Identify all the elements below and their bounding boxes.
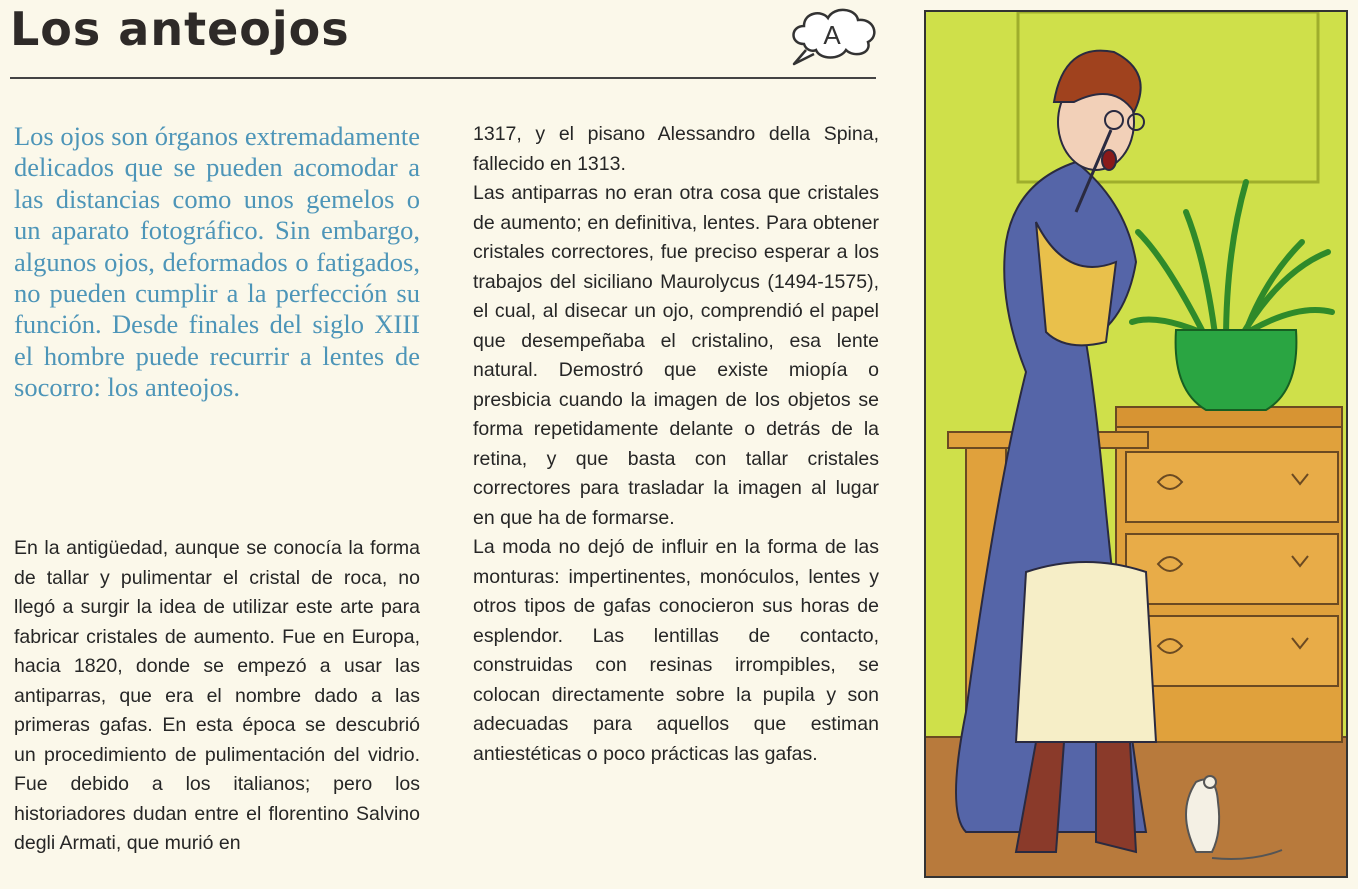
page-title: Los anteojos bbox=[10, 2, 350, 56]
body-paragraph: En la antigüedad, aunque se conocía la forma de tallar y pulimentar el cristal de roca, no llegó a surgir la idea de utilizar este arte para fabricar cristales de aumento. Fue en Europa, hacia 1820, donde se empezó a usar las antiparras, que era el nombre dado a las primeras gafas. En esta época se descubrió un procedimiento de pulimentación del vidrio. Fue debido a los italianos; pero los historiadores dudan entre el florentino Salvino degli Armati, que murió en bbox=[14, 537, 420, 854]
body-column-right bbox=[473, 120, 879, 769]
intro-paragraph bbox=[14, 121, 420, 404]
intro-text-start: Los ojos son órganos extremadamente delicados que se pueden acomodar a las distancias como unos gemelos o un aparato fotográfico. Sin embargo, algunos ojos, deformados o fatigados, no pueden cumplir a la perfección su función. Desde finales del siglo bbox=[14, 121, 420, 340]
badge-letter: A bbox=[823, 20, 841, 50]
title-rule bbox=[10, 77, 876, 79]
century-numeral: XIII bbox=[374, 309, 420, 340]
body-column-left bbox=[14, 534, 420, 859]
body-paragraph: La moda no dejó de influir en la forma de las monturas: impertinentes, monóculos, lentes y otros tipos de gafas conocieron sus horas de esplendor. Las lentillas de contacto, construidas con resinas irrompibles, se colocan directamente sobre la pupila y son adecuadas para aquellos que estiman antiestéticas o poco prácticas las gafas. bbox=[473, 536, 879, 765]
body-paragraph: 1317, y el pisano Alessandro della Spina, fallecido en 1313. bbox=[473, 123, 879, 175]
illustration-woman-with-lorgnette bbox=[924, 10, 1348, 878]
illustration-drawing bbox=[926, 12, 1346, 876]
section-letter-badge bbox=[786, 4, 884, 68]
intro-text-end: el hombre puede recurrir a lentes de socorro: los anteojos. bbox=[14, 340, 420, 403]
body-paragraph: Las antiparras no eran otra cosa que cristales de aumento; en definitiva, lentes. Para obtener cristales correctores, fue preciso esperar a los trabajos del siciliano Maurolycus (1494-1575), el cual, al disecar un ojo, comprendió el papel que desempeñaba el cristalino, esa lente natural. Demostró que existe miopía o presbicia cuando la imagen de los objetos se forma repetidamente delante o detrás de la retina, y que basta con tallar cristales correctores para trasladar la imagen al lugar en que ha de formarse. bbox=[473, 182, 879, 529]
